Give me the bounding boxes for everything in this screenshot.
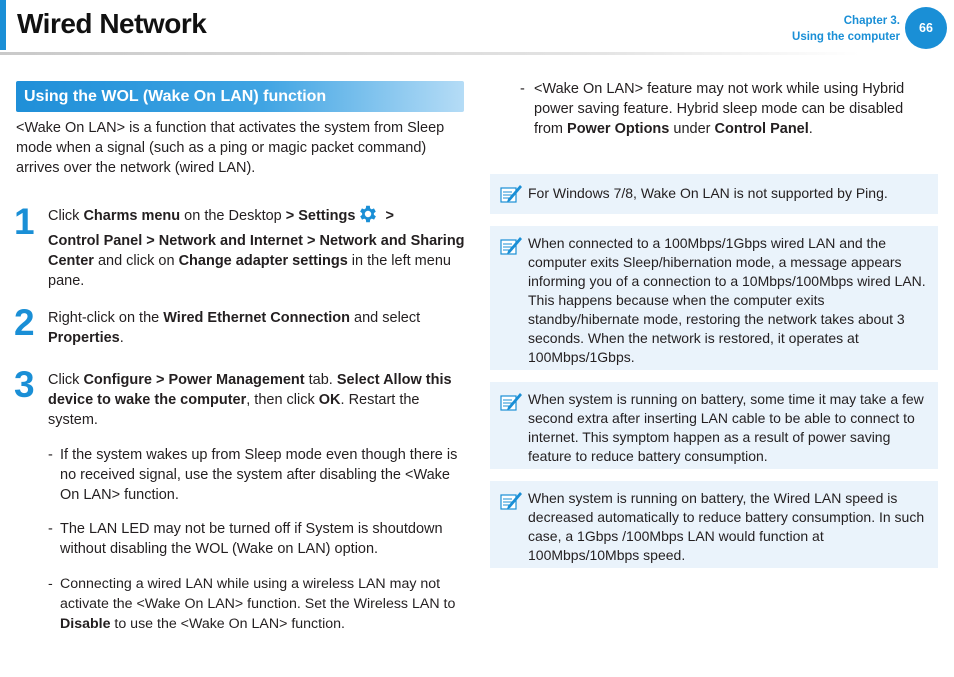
page-number-badge: 66 — [905, 7, 947, 49]
note-box: For Windows 7/8, Wake On LAN is not supported by Ping. — [490, 174, 938, 214]
step-1-text: Click Charms menu on the Desktop > Settings > Control Panel > Network and Internet > Network and Sharing Center and click on Change adapter settings in the left menu pane. — [48, 203, 470, 291]
note-pencil-icon — [498, 489, 524, 518]
note-box: When connected to a 100Mbps/1Gbps wired LAN and the computer exits Sleep/hibernation mode, a message appears informing you of a connection to a 10Mbps/100Mbps wired LAN. This happens because when the computer exits standby/hibernate mode, restoring the network takes about 3 seconds. When the network is restored, it operates at 100Mbps/1Gbps. — [490, 226, 938, 370]
section-intro: <Wake On LAN> is a function that activates the system from Sleep mode when a signal (such as a ping or magic packet command) arrives over the network (wired LAN). — [16, 120, 445, 176]
chapter-label — [792, 13, 900, 45]
chapter-subtitle: Using the computer — [792, 31, 900, 43]
bullet-item: - If the system wakes up from Sleep mode even though there is no received signal, use the system after disabling the <Wake On LAN> function. — [48, 447, 458, 503]
settings-gear-icon — [357, 203, 379, 231]
chapter-number: Chapter 3. — [843, 15, 900, 27]
step-2-text: Right-click on the Wired Ethernet Connection and select Properties. — [48, 310, 421, 346]
step-number-1: 1 — [14, 201, 35, 242]
step-number-3: 3 — [14, 364, 35, 405]
bullet-item-hybrid: - <Wake On LAN> feature may not work while using Hybrid power saving feature. Hybrid sleep mode can be disabled from Power Options under Control Panel. — [520, 81, 905, 137]
bullet-item: - Connecting a wired LAN while using a wireless LAN may not activate the <Wake On LAN> function. Set the Wireless LAN to Disable to use the <Wake On LAN> function. — [48, 576, 456, 632]
bullet-item: - The LAN LED may not be turned off if System is shoutdown without disabling the WOL (Wake on LAN) option. — [48, 521, 443, 557]
step-3-text: Click Configure > Power Management tab. Select Allow this device to wake the computer, then click OK. Restart the system. — [48, 372, 452, 428]
note-pencil-icon — [498, 234, 524, 263]
step-number-2: 2 — [14, 302, 35, 343]
note-box: When system is running on battery, the Wired LAN speed is decreased automatically to reduce battery consumption. In such case, a 1Gbps /100Mbps LAN would function at 100Mbps/10Mbps speed. — [490, 481, 938, 568]
note-pencil-icon — [498, 390, 524, 419]
page-title: Wired Network — [17, 8, 207, 39]
title-accent-bar — [0, 0, 6, 50]
note-pencil-icon — [498, 182, 524, 211]
section-heading: Using the WOL (Wake On LAN) function — [16, 81, 464, 112]
note-box: When system is running on battery, some time it may take a few second extra after inserting LAN cable to be able to connect to internet. This symptom happen as a result of power saving feature to reduce battery consumption. — [490, 382, 938, 469]
header-divider — [0, 52, 860, 55]
